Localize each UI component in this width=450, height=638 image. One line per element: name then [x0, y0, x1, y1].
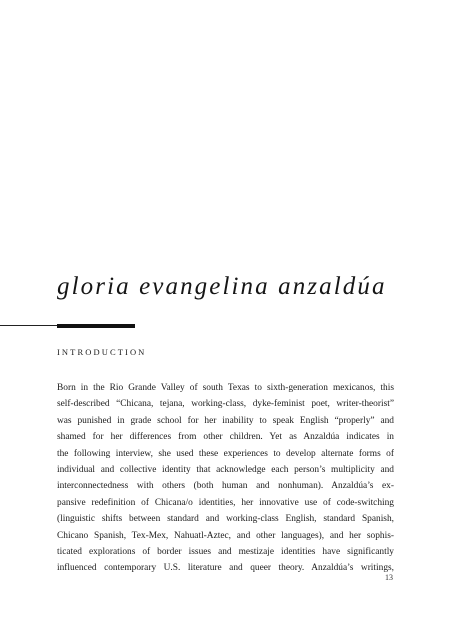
text-line: Chicano Spanish, Tex-Mex, Nahuatl-Aztec, and other languages), and her sophis- [57, 530, 394, 541]
text-line: (linguistic shifts between standard and working-class English, standard Spanish, [57, 514, 394, 525]
page-number: 13 [385, 573, 393, 582]
text-line: self-described “Chicana, tejana, working-class, dyke-feminist poet, writer-theorist” [57, 399, 394, 410]
chapter-title: gloria evangelina anzaldúa [57, 273, 387, 300]
text-line: ticated explorations of border issues and mestizaje identities have significantly [57, 546, 394, 557]
text-line: influenced contemporary U.S. literature and queer theory. Anzaldúa’s writings, [57, 563, 394, 574]
text-line: individual and collective identity that acknowledge each person’s multiplicity and [57, 464, 394, 475]
text-line: interconnectedness with others (both human and nonhuman). Anzaldúa’s ex- [57, 481, 394, 492]
text-line: pansive redefinition of Chicana/o identities, her innovative use of code-switching [57, 497, 394, 508]
text-line: Born in the Rio Grande Valley of south Texas to sixth-generation mexicanos, this [57, 383, 394, 393]
body-paragraph [57, 380, 394, 577]
text-line: shamed for her differences from other children. Yet as Anzaldúa indicates in [57, 432, 394, 443]
section-heading: INTRODUCTION [57, 347, 147, 357]
text-line: the following interview, she used these experiences to develop alternate forms of [57, 448, 394, 459]
title-underline-rule [57, 324, 135, 328]
margin-rule [0, 325, 58, 326]
text-line: was punished in grade school for her inability to speak English “properly” and [57, 415, 394, 426]
